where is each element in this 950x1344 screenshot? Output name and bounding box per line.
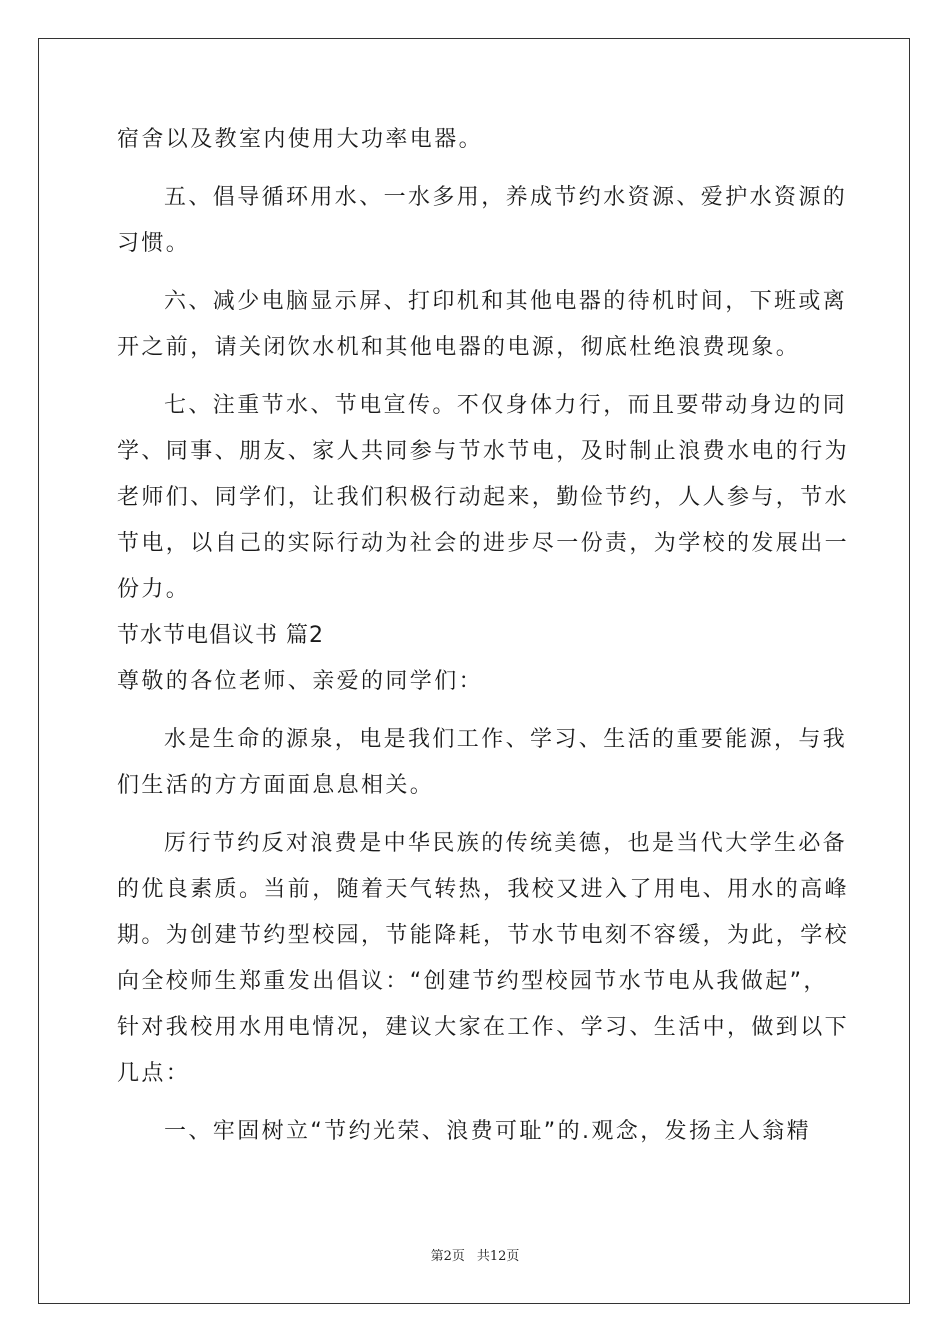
text-line: 五、倡导循环用水、一水多用，养成节约水资源、爱护水资源的 — [164, 185, 848, 210]
page-total: 共12页 — [476, 1249, 520, 1264]
text-line: 的优良素质。当前，随着天气转热，我校又进入了用电、用水的高峰 — [117, 877, 850, 902]
text-line: 六、减少电脑显示屏、打印机和其他电器的待机时间，下班或离 — [164, 289, 848, 314]
text-line: 学、同事、朋友、家人共同参与节水节电，及时制止浪费水电的行为 — [117, 439, 850, 464]
text-line: 厉行节约反对浪费是中华民族的传统美德，也是当代大学生必备 — [164, 831, 848, 856]
page-number: 第2页 — [430, 1249, 465, 1264]
text-line: 针对我校用水用电情况，建议大家在工作、学习、生活中，做到以下 — [117, 1015, 850, 1040]
text-line: 老师们、同学们，让我们积极行动起来，勤俭节约，人人参与，节水 — [117, 485, 850, 510]
text-line: 开之前，请关闭饮水机和其他电器的电源，彻底杜绝浪费现象。 — [117, 335, 801, 360]
text-line: 几点： — [117, 1061, 191, 1086]
text-line: 节电，以自己的实际行动为社会的进步尽一份责，为学校的发展出一 — [117, 531, 850, 556]
text-line: 们生活的方方面面息息相关。 — [117, 773, 435, 798]
text-line: 水是生命的源泉，电是我们工作、学习、生活的重要能源，与我 — [164, 727, 848, 752]
text-line: 向全校师生郑重发出倡议：“创建节约型校园节水节电从我做起”， — [117, 969, 828, 994]
salutation: 尊敬的各位老师、亲爱的同学们： — [117, 669, 484, 694]
text-line: 七、注重节水、节电宣传。不仅身体力行，而且要带动身边的同 — [164, 393, 848, 418]
text-line: 份力。 — [117, 577, 191, 602]
section-heading: 节水节电倡议书 篇2 — [117, 623, 324, 648]
text-line: 期。为创建节约型校园，节能降耗，节水节电刻不容缓，为此，学校 — [117, 923, 850, 948]
page-footer — [0, 1249, 950, 1265]
text-line: 习惯。 — [117, 231, 191, 256]
text-line: 宿舍以及教室内使用大功率电器。 — [117, 127, 484, 152]
text-line: 一、牢固树立“节约光荣、浪费可耻”的.观念，发扬主人翁精 — [164, 1119, 811, 1144]
